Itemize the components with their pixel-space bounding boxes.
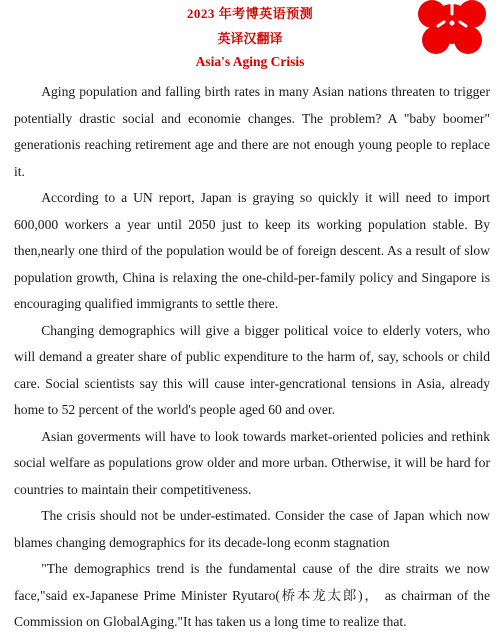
header-section-title: 英译汉翻译 — [217, 31, 283, 46]
paragraph: Changing demographics will give a bigger political voice to elderly voters, who will demand a greater share of public expenditure to the harm of, say, schools or child care. Social scientists say this will cause inter-gencrational tensions in Asia, already home to 52 percent of the world's people aged 60 and over. — [14, 322, 490, 417]
article-title: Asia's Aging Crisis — [195, 54, 305, 69]
paragraph: The crisis should not be under-estimated. Consider the case of Japan which now blames changing demographics for its decade-long econm stagnation — [14, 508, 490, 550]
article-body — [14, 79, 490, 636]
paragraph: "The demographics trend is the fundamental cause of the dire straits we now face,"said ex-Japanese Prime Minister Ryutaro(桥本龙太郎)， as chairman of the Commission on GlobalAging."It has taken us a long time to realize that. — [14, 561, 490, 629]
paragraph: Aging population and falling birth rates in many Asian nations threaten to trigger potentially drastic social and economie changes. The problem? A "baby boomer" generationis reaching retirement age and there are not enough young people to replace it. — [14, 84, 490, 179]
paragraph: Asian goverments will have to look towards market-oriented policies and rethink social welfare as populations grow older and more urban. Otherwise, it will be hard for countries to maintain their competitiveness. — [14, 428, 490, 497]
header-exam-title: 2023 年考博英语预测 — [186, 6, 314, 21]
paragraph: According to a UN report, Japan is graying so quickly it will need to import 600,000 workers a year until 2050 just to keep its working population stable. By then,nearly one third of the population would be of foreign descent. As a result of slow population growth, China is relaxing the one-child-per-family policy and Singapore is encouraging qualified immigrants to settle there. — [14, 190, 490, 311]
